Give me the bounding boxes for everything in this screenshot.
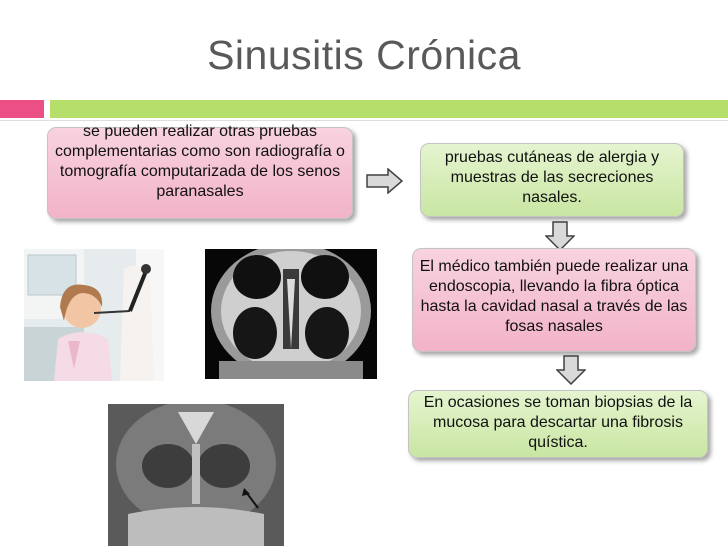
right-arrow-icon — [366, 168, 404, 194]
intro-text-box — [47, 123, 353, 219]
ct-scan-image — [205, 249, 377, 379]
biopsy-text: En ocasiones se toman biopsias de la mucosa para descartar una fibrosis quística. — [423, 394, 693, 451]
endoscopy-text: El médico también puede realizar una endoscopia, llevando la fibra óptica hasta la cavidad nasal a través de las fosas nasales — [419, 258, 689, 335]
allergy-test-text: pruebas cutáneas de alergia y muestras de las secreciones nasales. — [444, 149, 660, 206]
down-arrow-icon — [556, 355, 586, 385]
down-arrow-icon — [545, 221, 575, 251]
allergy-test-box — [420, 143, 684, 217]
xray-image — [108, 404, 284, 546]
slide-title: Sinusitis Crónica — [207, 32, 521, 78]
endoscopy-child-photo — [24, 249, 164, 381]
biopsy-box — [408, 390, 708, 458]
accent-bar-green — [50, 100, 728, 118]
endoscopy-box — [412, 248, 696, 352]
accent-bar-pink — [0, 100, 44, 118]
intro-text: se pueden realizar otras pruebas complementarias como son radiografía o tomografía computarizada de los senos paranasales — [55, 123, 345, 200]
divider — [0, 120, 728, 121]
